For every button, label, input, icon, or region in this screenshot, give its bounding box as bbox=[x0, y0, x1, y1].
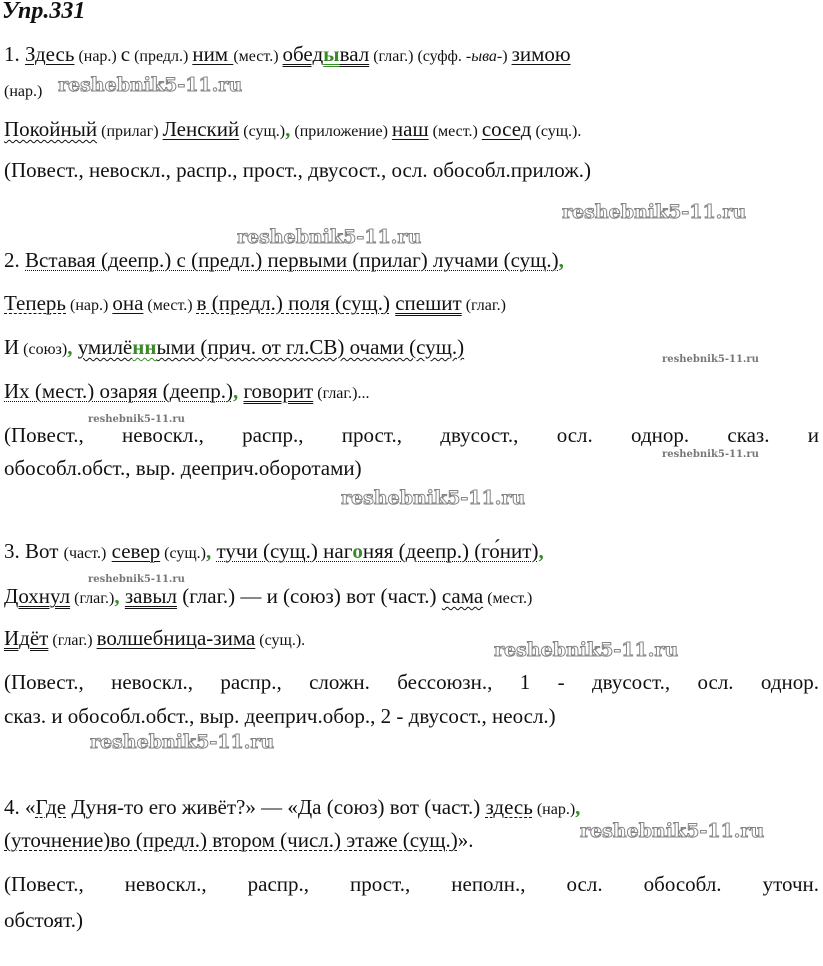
s4-line1: 4. «Где Дуня-то его живёт?» — «Да (союз) вот (част.) здесь (нар.), bbox=[4, 795, 581, 819]
watermark: reshebnik5-11.ru bbox=[58, 74, 243, 96]
watermark: reshebnik5-11.ru bbox=[90, 731, 275, 753]
s2-line3: И (союз), умилёнными (прич. от гл.СВ) очами (сущ.) bbox=[4, 335, 465, 359]
s3-line1: 3. Вот (част.) север (сущ.), тучи (сущ.) нагоняя (деепр.) (го́нит), bbox=[4, 539, 544, 563]
s2-characteristic-1: (Повест., невоскл., распр., прост., двусост., осл. однор. сказ. и bbox=[4, 423, 819, 447]
s2-line1: 2. Вставая (деепр.) с (предл.) первыми (прилаг) лучами (сущ.), bbox=[4, 248, 564, 272]
s4-characteristic-1: (Повест., невоскл., распр., прост., неполн., осл. обособл. уточн. bbox=[4, 872, 819, 896]
s3-characteristic-2: сказ. и обособл.обст., выр. дееприч.обор., 2 - двусост., неосл.) bbox=[4, 704, 556, 728]
watermark-small: reshebnik5-11.ru bbox=[662, 354, 759, 365]
s1-line3: Покойный (прилаг) Ленский (сущ.), (приложение) наш (мест.) сосед (сущ.). bbox=[4, 117, 582, 141]
exercise-title: Упр.331 bbox=[2, 0, 86, 24]
s2-line2: Теперь (нар.) она (мест.) в (предл.) поля (сущ.) спешит (глаг.) bbox=[4, 291, 506, 315]
s4-characteristic-2: обстоят.) bbox=[4, 908, 84, 932]
watermark: reshebnik5-11.ru bbox=[580, 820, 765, 842]
s1-characteristic: (Повест., невоскл., распр., прост., двусост., осл. обособл.прилож.) bbox=[4, 158, 591, 182]
watermark: reshebnik5-11.ru bbox=[562, 201, 747, 223]
s1-line1: 1. Здесь (нар.) с (предл.) ним (мест.) обедывал (глаг.) (суфф. -ыва-) зимою bbox=[4, 42, 571, 66]
s2-line4: Их (мест.) озаряя (деепр.), говорит (глаг.)... bbox=[4, 379, 370, 403]
s1-line2: (нар.) bbox=[4, 83, 43, 100]
s2-characteristic-2: обособл.обст., выр. дееприч.оборотами) bbox=[4, 456, 362, 480]
s3-line2: Дохнул (глаг.), завыл (глаг.) — и (союз) вот (част.) сама (мест.) bbox=[4, 584, 533, 608]
s4-line2: (уточнение)во (предл.) втором (числ.) этаже (сущ.)». bbox=[4, 828, 474, 852]
s3-characteristic-1: (Повест., невоскл., распр., сложн. бессоюзн., 1 - двусост., осл. однор. bbox=[4, 670, 819, 694]
watermark: reshebnik5-11.ru bbox=[237, 226, 422, 248]
watermark: reshebnik5-11.ru bbox=[341, 487, 526, 509]
watermark: reshebnik5-11.ru bbox=[494, 639, 679, 661]
watermark-small: reshebnik5-11.ru bbox=[662, 449, 759, 460]
word-zdes: Здесь bbox=[25, 42, 75, 66]
s3-line3: Идёт (глаг.) волшебница-зима (сущ.). bbox=[4, 626, 306, 650]
watermark-small: reshebnik5-11.ru bbox=[88, 574, 185, 585]
watermark-small: reshebnik5-11.ru bbox=[88, 414, 185, 425]
